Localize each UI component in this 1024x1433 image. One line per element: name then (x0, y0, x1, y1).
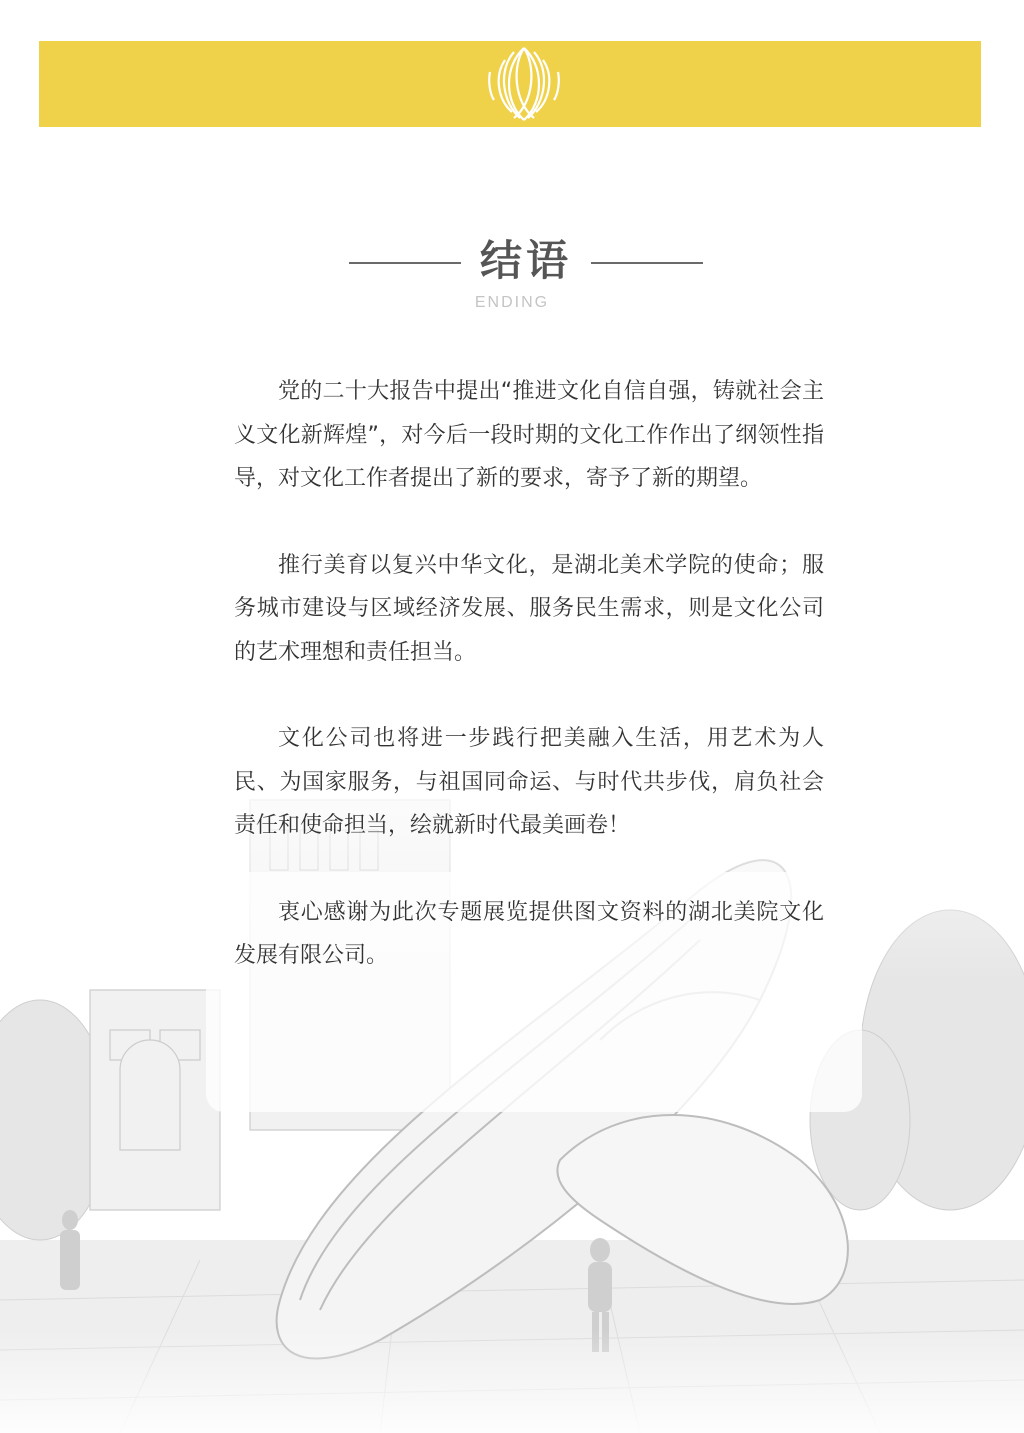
title-row (0, 232, 1024, 292)
body-text (234, 370, 824, 1021)
title-rule-right (591, 262, 703, 264)
page-title: 结语 (479, 236, 572, 285)
page-subtitle: ENDING (474, 294, 550, 311)
title-rule-left (349, 262, 461, 264)
paragraph: 文化公司也将进一步践行把美融入生活，用艺术为人民、为国家服务，与祖国同命运、与时代共步伐，肩负社会责任和使命担当，绘就新时代最美画卷！ (234, 726, 824, 838)
paragraph: 衷心感谢为此次专题展览提供图文资料的湖北美院文化发展有限公司。 (234, 899, 824, 968)
paragraph: 党的二十大报告中提出“推进文化自信自强，铸就社会主义文化新辉煌”，对今后一段时期的文化工作作出了纲领性指导，对文化工作者提出了新的要求，寄予了新的期望。 (234, 379, 824, 491)
wave-lattice-logo-icon (484, 44, 564, 124)
paragraph: 推行美育以复兴中华文化，是湖北美术学院的使命；服务城市建设与区域经济发展、服务民生需求，则是文化公司的艺术理想和责任担当。 (234, 552, 824, 665)
